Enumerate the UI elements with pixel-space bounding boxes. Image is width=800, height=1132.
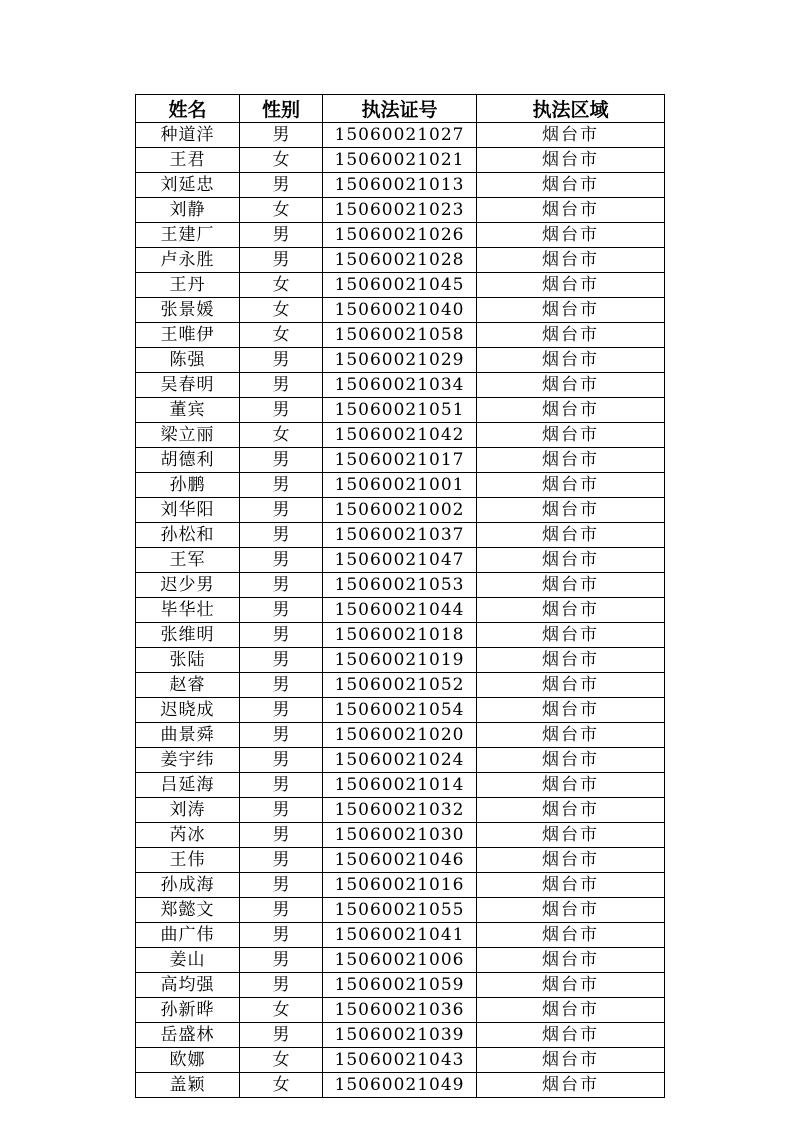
table-row — [136, 398, 665, 423]
cell-certificate-number: 15060021036 — [323, 998, 477, 1023]
cell-area: 烟台市 — [477, 248, 665, 273]
header-enforcement-area: 执法区域 — [477, 95, 665, 123]
cell-certificate-number: 15060021047 — [323, 548, 477, 573]
cell-certificate-number: 15060021054 — [323, 698, 477, 723]
cell-gender: 男 — [240, 623, 323, 648]
cell-name: 刘华阳 — [136, 498, 240, 523]
table-row — [136, 423, 665, 448]
cell-certificate-number: 15060021053 — [323, 573, 477, 598]
cell-name: 盖颖 — [136, 1073, 240, 1098]
cell-name: 曲广伟 — [136, 923, 240, 948]
cell-certificate-number: 15060021002 — [323, 498, 477, 523]
cell-gender: 男 — [240, 398, 323, 423]
table-row — [136, 573, 665, 598]
cell-area: 烟台市 — [477, 923, 665, 948]
table-row — [136, 623, 665, 648]
cell-certificate-number: 15060021014 — [323, 773, 477, 798]
cell-name: 王君 — [136, 148, 240, 173]
cell-area: 烟台市 — [477, 1048, 665, 1073]
table-row — [136, 698, 665, 723]
cell-certificate-number: 15060021058 — [323, 323, 477, 348]
cell-area: 烟台市 — [477, 448, 665, 473]
table-row — [136, 848, 665, 873]
cell-gender: 男 — [240, 448, 323, 473]
cell-gender: 男 — [240, 948, 323, 973]
cell-gender: 女 — [240, 298, 323, 323]
cell-name: 吕延海 — [136, 773, 240, 798]
cell-name: 董宾 — [136, 398, 240, 423]
cell-certificate-number: 15060021021 — [323, 148, 477, 173]
cell-gender: 男 — [240, 123, 323, 148]
cell-gender: 女 — [240, 1073, 323, 1098]
table-row — [136, 248, 665, 273]
cell-gender: 男 — [240, 473, 323, 498]
cell-certificate-number: 15060021028 — [323, 248, 477, 273]
cell-certificate-number: 15060021051 — [323, 398, 477, 423]
cell-name: 岳盛林 — [136, 1023, 240, 1048]
cell-certificate-number: 15060021027 — [323, 123, 477, 148]
cell-certificate-number: 15060021041 — [323, 923, 477, 948]
cell-name: 种道洋 — [136, 123, 240, 148]
table-row — [136, 523, 665, 548]
cell-gender: 男 — [240, 773, 323, 798]
table-row — [136, 873, 665, 898]
cell-area: 烟台市 — [477, 198, 665, 223]
cell-gender: 男 — [240, 748, 323, 773]
cell-certificate-number: 15060021001 — [323, 473, 477, 498]
cell-name: 刘涛 — [136, 798, 240, 823]
table-row — [136, 948, 665, 973]
table-row — [136, 448, 665, 473]
header-certificate-number: 执法证号 — [323, 95, 477, 123]
cell-gender: 男 — [240, 673, 323, 698]
cell-gender: 男 — [240, 723, 323, 748]
cell-name: 孙鹏 — [136, 473, 240, 498]
cell-area: 烟台市 — [477, 323, 665, 348]
cell-area: 烟台市 — [477, 998, 665, 1023]
cell-area: 烟台市 — [477, 873, 665, 898]
cell-area: 烟台市 — [477, 623, 665, 648]
cell-gender: 男 — [240, 898, 323, 923]
cell-name: 陈强 — [136, 348, 240, 373]
table-row — [136, 673, 665, 698]
cell-name: 赵睿 — [136, 673, 240, 698]
cell-certificate-number: 15060021018 — [323, 623, 477, 648]
cell-area: 烟台市 — [477, 273, 665, 298]
cell-name: 迟少男 — [136, 573, 240, 598]
cell-gender: 男 — [240, 173, 323, 198]
table-row — [136, 1023, 665, 1048]
cell-name: 姜宇纬 — [136, 748, 240, 773]
cell-name: 张陆 — [136, 648, 240, 673]
cell-area: 烟台市 — [477, 598, 665, 623]
cell-name: 张景媛 — [136, 298, 240, 323]
cell-gender: 男 — [240, 798, 323, 823]
cell-name: 梁立丽 — [136, 423, 240, 448]
cell-name: 欧娜 — [136, 1048, 240, 1073]
table-row — [136, 123, 665, 148]
cell-certificate-number: 15060021019 — [323, 648, 477, 673]
cell-certificate-number: 15060021020 — [323, 723, 477, 748]
header-row — [136, 95, 665, 123]
cell-area: 烟台市 — [477, 473, 665, 498]
cell-certificate-number: 15060021055 — [323, 898, 477, 923]
cell-area: 烟台市 — [477, 798, 665, 823]
table-row — [136, 1073, 665, 1098]
table-row — [136, 473, 665, 498]
cell-gender: 男 — [240, 598, 323, 623]
cell-area: 烟台市 — [477, 898, 665, 923]
cell-certificate-number: 15060021044 — [323, 598, 477, 623]
cell-area: 烟台市 — [477, 823, 665, 848]
cell-gender: 男 — [240, 1023, 323, 1048]
cell-certificate-number: 15060021034 — [323, 373, 477, 398]
cell-area: 烟台市 — [477, 148, 665, 173]
cell-certificate-number: 15060021039 — [323, 1023, 477, 1048]
table-row — [136, 198, 665, 223]
header-gender: 性别 — [240, 95, 323, 123]
cell-gender: 女 — [240, 323, 323, 348]
cell-gender: 女 — [240, 998, 323, 1023]
cell-name: 胡德利 — [136, 448, 240, 473]
cell-area: 烟台市 — [477, 973, 665, 998]
cell-area: 烟台市 — [477, 1073, 665, 1098]
table-row — [136, 748, 665, 773]
cell-certificate-number: 15060021052 — [323, 673, 477, 698]
cell-gender: 男 — [240, 223, 323, 248]
cell-gender: 女 — [240, 1048, 323, 1073]
cell-certificate-number: 15060021006 — [323, 948, 477, 973]
cell-certificate-number: 15060021013 — [323, 173, 477, 198]
cell-gender: 女 — [240, 423, 323, 448]
cell-gender: 女 — [240, 273, 323, 298]
cell-name: 毕华壮 — [136, 598, 240, 623]
cell-gender: 男 — [240, 373, 323, 398]
table-row — [136, 973, 665, 998]
table-row — [136, 923, 665, 948]
cell-certificate-number: 15060021040 — [323, 298, 477, 323]
cell-gender: 男 — [240, 923, 323, 948]
cell-gender: 女 — [240, 148, 323, 173]
table-row — [136, 798, 665, 823]
cell-area: 烟台市 — [477, 373, 665, 398]
cell-area: 烟台市 — [477, 548, 665, 573]
cell-area: 烟台市 — [477, 773, 665, 798]
cell-gender: 男 — [240, 698, 323, 723]
cell-area: 烟台市 — [477, 948, 665, 973]
table-row — [136, 723, 665, 748]
table-row — [136, 548, 665, 573]
cell-certificate-number: 15060021023 — [323, 198, 477, 223]
cell-certificate-number: 15060021017 — [323, 448, 477, 473]
cell-name: 曲景舜 — [136, 723, 240, 748]
table-row — [136, 598, 665, 623]
cell-name: 孙新晔 — [136, 998, 240, 1023]
cell-area: 烟台市 — [477, 698, 665, 723]
header-name: 姓名 — [136, 95, 240, 123]
cell-area: 烟台市 — [477, 723, 665, 748]
table-row — [136, 298, 665, 323]
table-row — [136, 323, 665, 348]
cell-name: 吴春明 — [136, 373, 240, 398]
cell-certificate-number: 15060021024 — [323, 748, 477, 773]
table-row — [136, 648, 665, 673]
cell-certificate-number: 15060021059 — [323, 973, 477, 998]
cell-name: 高均强 — [136, 973, 240, 998]
table-row — [136, 773, 665, 798]
cell-name: 芮冰 — [136, 823, 240, 848]
cell-certificate-number: 15060021037 — [323, 523, 477, 548]
cell-area: 烟台市 — [477, 748, 665, 773]
cell-name: 孙松和 — [136, 523, 240, 548]
cell-name: 孙成海 — [136, 873, 240, 898]
cell-gender: 女 — [240, 198, 323, 223]
cell-area: 烟台市 — [477, 298, 665, 323]
cell-name: 王唯伊 — [136, 323, 240, 348]
cell-gender: 男 — [240, 873, 323, 898]
cell-certificate-number: 15060021026 — [323, 223, 477, 248]
cell-gender: 男 — [240, 973, 323, 998]
cell-name: 迟晓成 — [136, 698, 240, 723]
table-row — [136, 1048, 665, 1073]
cell-gender: 男 — [240, 848, 323, 873]
cell-certificate-number: 15060021032 — [323, 798, 477, 823]
cell-area: 烟台市 — [477, 573, 665, 598]
cell-name: 姜山 — [136, 948, 240, 973]
cell-area: 烟台市 — [477, 423, 665, 448]
cell-area: 烟台市 — [477, 398, 665, 423]
table-row — [136, 223, 665, 248]
cell-name: 王军 — [136, 548, 240, 573]
cell-certificate-number: 15060021046 — [323, 848, 477, 873]
cell-area: 烟台市 — [477, 348, 665, 373]
cell-area: 烟台市 — [477, 173, 665, 198]
cell-name: 卢永胜 — [136, 248, 240, 273]
cell-gender: 男 — [240, 548, 323, 573]
cell-certificate-number: 15060021029 — [323, 348, 477, 373]
table-row — [136, 173, 665, 198]
cell-area: 烟台市 — [477, 498, 665, 523]
cell-certificate-number: 15060021042 — [323, 423, 477, 448]
cell-certificate-number: 15060021045 — [323, 273, 477, 298]
table-row — [136, 373, 665, 398]
cell-area: 烟台市 — [477, 648, 665, 673]
cell-area: 烟台市 — [477, 223, 665, 248]
cell-area: 烟台市 — [477, 523, 665, 548]
cell-name: 王建厂 — [136, 223, 240, 248]
cell-gender: 男 — [240, 823, 323, 848]
cell-gender: 男 — [240, 648, 323, 673]
cell-area: 烟台市 — [477, 123, 665, 148]
cell-certificate-number: 15060021049 — [323, 1073, 477, 1098]
cell-gender: 男 — [240, 248, 323, 273]
cell-area: 烟台市 — [477, 673, 665, 698]
table-row — [136, 348, 665, 373]
cell-name: 王丹 — [136, 273, 240, 298]
cell-certificate-number: 15060021016 — [323, 873, 477, 898]
cell-area: 烟台市 — [477, 1023, 665, 1048]
cell-gender: 男 — [240, 523, 323, 548]
cell-name: 刘延忠 — [136, 173, 240, 198]
cell-gender: 男 — [240, 573, 323, 598]
officer-table — [135, 94, 665, 1098]
cell-name: 刘静 — [136, 198, 240, 223]
cell-gender: 男 — [240, 498, 323, 523]
table-row — [136, 898, 665, 923]
cell-certificate-number: 15060021030 — [323, 823, 477, 848]
cell-name: 张维明 — [136, 623, 240, 648]
table-row — [136, 823, 665, 848]
table-row — [136, 498, 665, 523]
table-row — [136, 998, 665, 1023]
table-row — [136, 148, 665, 173]
table-row — [136, 273, 665, 298]
cell-gender: 男 — [240, 348, 323, 373]
cell-name: 郑懿文 — [136, 898, 240, 923]
cell-area: 烟台市 — [477, 848, 665, 873]
cell-name: 王伟 — [136, 848, 240, 873]
cell-certificate-number: 15060021043 — [323, 1048, 477, 1073]
